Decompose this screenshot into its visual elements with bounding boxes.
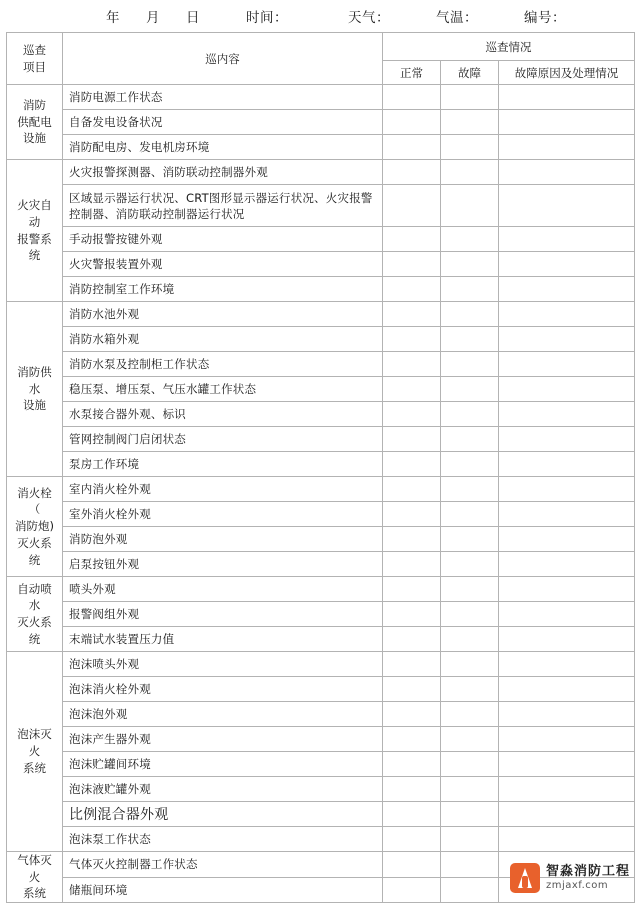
group-cell-line: 消防 bbox=[23, 97, 46, 112]
fault-cell[interactable] bbox=[441, 577, 499, 602]
content-cell: 消防配电房、发电机房环境 bbox=[63, 135, 383, 160]
content-cell: 管网控制阀门启闭状态 bbox=[63, 427, 383, 452]
fault-cell[interactable] bbox=[441, 227, 499, 252]
table-row bbox=[7, 110, 635, 135]
content-cell: 消防水箱外观 bbox=[63, 327, 383, 352]
normal-cell[interactable] bbox=[383, 702, 441, 727]
content-cell: 手动报警按键外观 bbox=[63, 227, 383, 252]
normal-cell[interactable] bbox=[383, 452, 441, 477]
table-row bbox=[7, 502, 635, 527]
table-row bbox=[7, 552, 635, 577]
header-normal: 正常 bbox=[383, 61, 441, 85]
normal-cell[interactable] bbox=[383, 85, 441, 110]
header-remark: 故障原因及处理情况 bbox=[499, 61, 635, 85]
fault-cell[interactable] bbox=[441, 302, 499, 327]
fault-cell[interactable] bbox=[441, 552, 499, 577]
table-row bbox=[7, 677, 635, 702]
fault-cell[interactable] bbox=[441, 602, 499, 627]
fault-cell[interactable] bbox=[441, 160, 499, 185]
table-row bbox=[7, 752, 635, 777]
group-cell-line: 系统 bbox=[23, 760, 46, 775]
normal-cell[interactable] bbox=[383, 185, 441, 227]
group-cell bbox=[7, 477, 63, 577]
table-row bbox=[7, 160, 635, 185]
header-content: 巡内容 bbox=[63, 33, 383, 85]
table-head bbox=[7, 33, 635, 85]
fault-cell[interactable] bbox=[441, 377, 499, 402]
table-row bbox=[7, 627, 635, 652]
fault-cell[interactable] bbox=[441, 402, 499, 427]
normal-cell[interactable] bbox=[383, 352, 441, 377]
remark-cell[interactable] bbox=[499, 777, 635, 802]
normal-cell[interactable] bbox=[383, 302, 441, 327]
remark-cell[interactable] bbox=[499, 160, 635, 185]
normal-cell[interactable] bbox=[383, 377, 441, 402]
group-cell-line: 供配电 bbox=[17, 114, 52, 129]
content-cell: 泡沫泵工作状态 bbox=[63, 827, 383, 852]
remark-cell[interactable] bbox=[499, 577, 635, 602]
content-cell: 启泵按钮外观 bbox=[63, 552, 383, 577]
group-cell-line: 设施 bbox=[23, 131, 46, 146]
table-row bbox=[7, 427, 635, 452]
header-group-project-line2: 项目 bbox=[23, 59, 46, 74]
fault-cell[interactable] bbox=[441, 135, 499, 160]
content-cell: 火灾报警探测器、消防联动控制器外观 bbox=[63, 160, 383, 185]
table-row bbox=[7, 327, 635, 352]
content-cell: 区域显示器运行状况、CRT图形显示器运行状况、火灾报警控制器、消防联动控制器运行状况 bbox=[63, 185, 383, 227]
table-row bbox=[7, 702, 635, 727]
content-cell: 水泵接合器外观、标识 bbox=[63, 402, 383, 427]
group-cell-line: 消火栓（ bbox=[17, 485, 52, 517]
normal-cell[interactable] bbox=[383, 227, 441, 252]
fault-cell[interactable] bbox=[441, 110, 499, 135]
content-cell: 末端试水装置压力值 bbox=[63, 627, 383, 652]
group-cell-line: 火灾自动 bbox=[17, 198, 52, 229]
group-cell bbox=[7, 160, 63, 302]
table-row bbox=[7, 852, 635, 878]
remark-cell[interactable] bbox=[499, 802, 635, 827]
header-field-temperature: 气温： bbox=[436, 10, 478, 26]
fault-cell[interactable] bbox=[441, 277, 499, 302]
fault-cell[interactable] bbox=[441, 702, 499, 727]
remark-cell[interactable] bbox=[499, 352, 635, 377]
header-field-number: 编号： bbox=[524, 10, 566, 26]
normal-cell[interactable] bbox=[383, 552, 441, 577]
content-cell: 泡沫产生器外观 bbox=[63, 727, 383, 752]
normal-cell[interactable] bbox=[383, 527, 441, 552]
content-cell: 稳压泵、增压泵、气压水罐工作状态 bbox=[63, 377, 383, 402]
fault-cell[interactable] bbox=[441, 252, 499, 277]
normal-cell[interactable] bbox=[383, 477, 441, 502]
remark-cell[interactable] bbox=[499, 852, 635, 878]
group-cell bbox=[7, 85, 63, 160]
remark-cell[interactable] bbox=[499, 452, 635, 477]
remark-cell[interactable] bbox=[499, 85, 635, 110]
fault-cell[interactable] bbox=[441, 652, 499, 677]
content-cell: 气体灭火控制器工作状态 bbox=[63, 852, 383, 878]
fault-cell[interactable] bbox=[441, 185, 499, 227]
table-row bbox=[7, 252, 635, 277]
fault-cell[interactable] bbox=[441, 752, 499, 777]
remark-cell[interactable] bbox=[499, 277, 635, 302]
normal-cell[interactable] bbox=[383, 627, 441, 652]
table-row bbox=[7, 277, 635, 302]
group-cell bbox=[7, 302, 63, 477]
remark-cell[interactable] bbox=[499, 185, 635, 227]
content-cell: 泡沫消火栓外观 bbox=[63, 677, 383, 702]
group-cell-line: 灭火系统 bbox=[17, 535, 52, 567]
table-row bbox=[7, 402, 635, 427]
group-cell-line: 气体灭火 bbox=[17, 853, 52, 884]
remark-cell[interactable] bbox=[499, 627, 635, 652]
table-row bbox=[7, 827, 635, 852]
normal-cell[interactable] bbox=[383, 110, 441, 135]
fault-cell[interactable] bbox=[441, 502, 499, 527]
normal-cell[interactable] bbox=[383, 427, 441, 452]
content-cell: 泡沫喷头外观 bbox=[63, 652, 383, 677]
header-field-month: 月 bbox=[146, 10, 160, 26]
content-cell: 消防电源工作状态 bbox=[63, 85, 383, 110]
normal-cell[interactable] bbox=[383, 327, 441, 352]
fault-cell[interactable] bbox=[441, 627, 499, 652]
content-cell: 消防水池外观 bbox=[63, 302, 383, 327]
remark-cell[interactable] bbox=[499, 302, 635, 327]
remark-cell[interactable] bbox=[499, 502, 635, 527]
fault-cell[interactable] bbox=[441, 427, 499, 452]
table-head-row-1 bbox=[7, 33, 635, 61]
table-row bbox=[7, 302, 635, 327]
content-cell: 室内消火栓外观 bbox=[63, 477, 383, 502]
normal-cell[interactable] bbox=[383, 160, 441, 185]
table-row bbox=[7, 602, 635, 627]
table-row bbox=[7, 802, 635, 827]
table-row bbox=[7, 777, 635, 802]
table-row bbox=[7, 652, 635, 677]
header-field-day: 日 bbox=[186, 10, 200, 26]
content-cell: 泵房工作环境 bbox=[63, 452, 383, 477]
fault-cell[interactable] bbox=[441, 777, 499, 802]
fault-cell[interactable] bbox=[441, 677, 499, 702]
group-cell-line: 设施 bbox=[23, 398, 46, 413]
normal-cell[interactable] bbox=[383, 802, 441, 827]
header-field-weather: 天气： bbox=[348, 10, 390, 26]
fault-cell[interactable] bbox=[441, 85, 499, 110]
remark-cell[interactable] bbox=[499, 677, 635, 702]
normal-cell[interactable] bbox=[383, 727, 441, 752]
content-cell: 消防水泵及控制柜工作状态 bbox=[63, 352, 383, 377]
form-header-line bbox=[6, 0, 634, 32]
table-row bbox=[7, 527, 635, 552]
remark-cell[interactable] bbox=[499, 702, 635, 727]
content-cell: 泡沫泡外观 bbox=[63, 702, 383, 727]
inspection-table bbox=[6, 32, 635, 903]
remark-cell[interactable] bbox=[499, 135, 635, 160]
group-cell-line: 系统 bbox=[23, 886, 46, 901]
remark-cell[interactable] bbox=[499, 402, 635, 427]
table-row bbox=[7, 185, 635, 227]
watermark-title: 智淼消防工程 bbox=[545, 864, 630, 880]
group-cell-line: 消防炮) bbox=[15, 519, 54, 534]
normal-cell[interactable] bbox=[383, 827, 441, 852]
watermark-url: zmjaxf.com bbox=[545, 879, 609, 891]
normal-cell[interactable] bbox=[383, 252, 441, 277]
header-field-time: 时间： bbox=[246, 10, 288, 26]
group-cell bbox=[7, 652, 63, 852]
content-cell: 消防控制室工作环境 bbox=[63, 277, 383, 302]
normal-cell[interactable] bbox=[383, 602, 441, 627]
table-row bbox=[7, 727, 635, 752]
content-cell: 比例混合器外观 bbox=[63, 802, 383, 827]
remark-cell[interactable] bbox=[499, 327, 635, 352]
normal-cell[interactable] bbox=[383, 677, 441, 702]
table-body bbox=[7, 85, 635, 903]
group-cell bbox=[7, 852, 63, 903]
table-row bbox=[7, 577, 635, 602]
table-row bbox=[7, 227, 635, 252]
remark-cell[interactable] bbox=[499, 227, 635, 252]
normal-cell[interactable] bbox=[383, 277, 441, 302]
normal-cell[interactable] bbox=[383, 752, 441, 777]
fault-cell[interactable] bbox=[441, 802, 499, 827]
fault-cell[interactable] bbox=[441, 352, 499, 377]
table-row bbox=[7, 477, 635, 502]
group-cell-line: 消防供水 bbox=[17, 364, 52, 396]
header-status: 巡查情况 bbox=[383, 33, 635, 61]
content-cell: 消防泡外观 bbox=[63, 527, 383, 552]
remark-cell[interactable] bbox=[499, 552, 635, 577]
content-cell: 泡沫贮罐间环境 bbox=[63, 752, 383, 777]
remark-cell[interactable] bbox=[499, 827, 635, 852]
normal-cell[interactable] bbox=[383, 652, 441, 677]
header-group-project bbox=[7, 33, 63, 85]
content-cell: 喷头外观 bbox=[63, 577, 383, 602]
table-row bbox=[7, 135, 635, 160]
header-group-project-line1: 巡查 bbox=[23, 42, 46, 57]
fault-cell[interactable] bbox=[441, 477, 499, 502]
remark-cell[interactable] bbox=[499, 110, 635, 135]
normal-cell[interactable] bbox=[383, 852, 441, 878]
fault-cell[interactable] bbox=[441, 327, 499, 352]
fault-cell[interactable] bbox=[441, 827, 499, 852]
group-cell bbox=[7, 577, 63, 652]
normal-cell[interactable] bbox=[383, 777, 441, 802]
remark-cell[interactable] bbox=[499, 602, 635, 627]
content-cell: 报警阀组外观 bbox=[63, 602, 383, 627]
content-cell: 储瓶间环境 bbox=[63, 877, 383, 903]
group-cell-line: 报警系统 bbox=[17, 231, 52, 263]
remark-cell[interactable] bbox=[499, 652, 635, 677]
fault-cell[interactable] bbox=[441, 452, 499, 477]
group-cell-line: 泡沫灭火 bbox=[17, 727, 52, 759]
table-row bbox=[7, 452, 635, 477]
normal-cell[interactable] bbox=[383, 135, 441, 160]
table-row bbox=[7, 85, 635, 110]
fault-cell[interactable] bbox=[441, 527, 499, 552]
remark-cell[interactable] bbox=[499, 377, 635, 402]
remark-cell[interactable] bbox=[499, 252, 635, 277]
content-cell: 泡沫液贮罐外观 bbox=[63, 777, 383, 802]
remark-cell[interactable] bbox=[499, 752, 635, 777]
normal-cell[interactable] bbox=[383, 402, 441, 427]
fault-cell[interactable] bbox=[441, 852, 499, 878]
table-row bbox=[7, 352, 635, 377]
group-cell-line: 灭火系统 bbox=[17, 615, 52, 646]
content-cell: 室外消火栓外观 bbox=[63, 502, 383, 527]
remark-cell[interactable] bbox=[499, 427, 635, 452]
group-cell-line: 自动喷水 bbox=[17, 581, 52, 613]
header-field-year: 年 bbox=[106, 10, 120, 26]
fault-cell[interactable] bbox=[441, 727, 499, 752]
table-row bbox=[7, 377, 635, 402]
normal-cell[interactable] bbox=[383, 577, 441, 602]
content-cell: 自备发电设备状况 bbox=[63, 110, 383, 135]
header-fault: 故障 bbox=[441, 61, 499, 85]
remark-cell[interactable] bbox=[499, 727, 635, 752]
content-cell: 火灾警报装置外观 bbox=[63, 252, 383, 277]
remark-cell[interactable] bbox=[499, 477, 635, 502]
remark-cell[interactable] bbox=[499, 527, 635, 552]
normal-cell[interactable] bbox=[383, 502, 441, 527]
